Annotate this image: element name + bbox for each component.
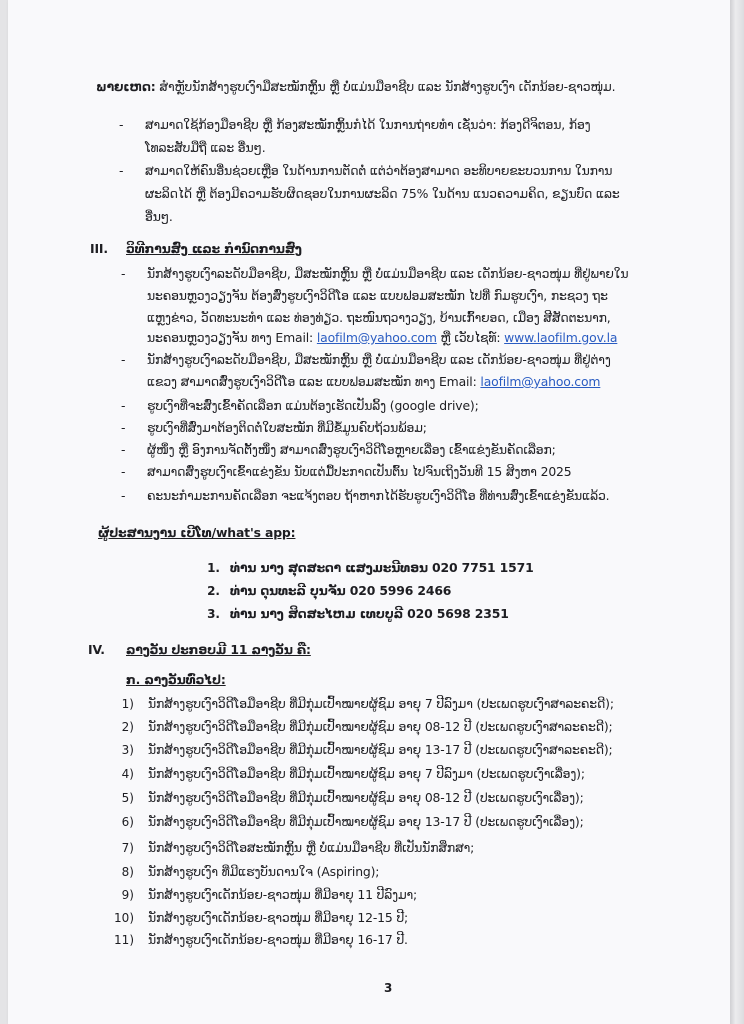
note-2-line-1: ສາມາດໃຫ້ຄົນອື່ນຊ່ວຍເຫຼືອ ໃນດ້ານການຕັດຕໍ່ ແຕ່ວ່າຕ້ອງສາມາດ ອະທິບາຍຂະບວນການ ໃນການ bbox=[145, 163, 613, 178]
bullet-dash: - bbox=[121, 352, 126, 367]
contact-number: 1. bbox=[207, 561, 220, 575]
note-1-line-1: ສາມາດໃຊ້ກ້ອງມືອາຊີບ ຫຼື ກ້ອງສະໝັກຫຼິ້ນກໍໄດ້ ໃນການຖ່າຍທຳ ເຊັ່ນວ່າ: ກ້ອງດີຈິຕອນ, ກ້ອງ bbox=[145, 117, 591, 132]
document-page bbox=[8, 0, 730, 1024]
s3-b2-line-2-text: ແຂວງ ສາມາດສົ່ງຮູບເງົາວິດີໂອ ແລະ ແບບຟອມສະໝັກ ທາງ Email: bbox=[147, 374, 481, 389]
email-link[interactable]: laofilm@yahoo.com bbox=[480, 374, 601, 389]
award-item: ນັກສ້າງຮູບເງົາວິດີໂອສະໝັກຫຼິ້ນ ຫຼື ບໍ່ແມ່ນມືອາຊີບ ທີ່ເປັນນັກສຶກສາ; bbox=[148, 840, 475, 855]
email-link[interactable]: laofilm@yahoo.com bbox=[316, 330, 437, 345]
note-2-line-3: ອື່ນໆ. bbox=[145, 209, 173, 224]
award-item: ນັກສ້າງຮູບເງົາເດັກນ້ອຍ-ຊາວໜຸ່ມ ທີ່ມີອາຍຸ 12-15 ປີ; bbox=[148, 910, 409, 925]
s3-b1-line-2: ນະຄອນຫຼວງວຽງຈັນ ຕ້ອງສົ່ງຮູບເງົາວິດີໂອ ແລະ ແບບຟອມສະໝັກ ໄປທີ່ ກົມຮູບເງົາ, ກະຊວງ ຖະ bbox=[147, 288, 608, 303]
bullet-dash: - bbox=[121, 266, 126, 281]
s3-b7: ຄະນະກຳມະການຄັດເລືອກ ຈະແຈ້ງຕອບ ຖ້າຫາກໄດ້ຮັບຮູບເງົາວິດີໂອ ທີ່ທ່ານສົ່ງເຂົ້າແຂ່ງຂັນແລ້ວ. bbox=[147, 488, 610, 503]
s3-b3: ຮູບເງົາທີ່ຈະສົ່ງເຂົ້າຄັດເລືອກ ແມ່ນຕ້ອງເຮັດເປັນລິ້ງ (google drive); bbox=[147, 398, 479, 413]
section-4-subheading: ກ. ລາງວັນທົ່ວໄປ: bbox=[126, 672, 226, 687]
section-3-heading: ວິທີການສົ່ງ ແລະ ກຳນົດການສົ່ງ bbox=[126, 241, 302, 256]
note-1-line-2: ໂທລະສັບມືຖື ແລະ ອື່ນໆ. bbox=[145, 140, 266, 155]
award-number: 8) bbox=[121, 865, 134, 879]
s3-b1-line-4-text: ນະຄອນຫຼວງວຽງຈັນ ທາງ Email: bbox=[147, 330, 317, 345]
award-number: 1) bbox=[121, 697, 134, 711]
award-number: 6) bbox=[121, 815, 134, 829]
section-4-heading: ລາງວັນ ປະກອບມີ 11 ລາງວັນ ຄື: bbox=[126, 642, 311, 657]
website-link[interactable]: www.laofilm.gov.la bbox=[504, 330, 618, 345]
contact-number: 2. bbox=[207, 584, 220, 598]
award-number: 11) bbox=[114, 933, 134, 947]
contact-heading: ຜູ້ປະສານງານ ເບີໂທ/what's app: bbox=[98, 525, 296, 540]
note-2-line-2: ຜະລິດໄດ້ ຫຼື ຕ້ອງມີຄວາມຮັບຜິດຊອບໃນການຜະລິດ 75% ໃນດ້ານ ແນວຄວາມຄິດ, ຂຽນບົດ ແລະ bbox=[145, 186, 620, 201]
intro-note bbox=[96, 79, 615, 95]
s3-b1-line-4 bbox=[147, 330, 617, 346]
award-item: ນັກສ້າງຮູບເງົາວິດີໂອມືອາຊີບ ທີ່ມີກຸ່ມເປົ້າໝາຍຜູ້ຊົມ ອາຍຸ 13-17 ປີ (ປະເພດຮູບເງົາສາລະຄະດີ); bbox=[148, 742, 613, 757]
contact-person: ທ່ານ ດຸນທະລີ ບຸນຈັນ 020 5996 2466 bbox=[230, 583, 452, 598]
award-number: 9) bbox=[121, 888, 134, 902]
s3-b5: ຜູ້ໜຶ່ງ ຫຼື ອົງການຈັດຕັ້ງໜຶ່ງ ສາມາດສົ່ງຮູບເງົາວິດີໂອຫຼາຍເລື່ອງ ເຂົ້າແຂ່ງຂັນຄັດເລືອກ; bbox=[147, 442, 556, 457]
s3-b1-line-1: ນັກສ້າງຮູບເງົາລະດັບມືອາຊີບ, ມືສະໝັກຫຼິ້ນ ຫຼື ບໍ່ແມ່ນມືອາຊີບ ແລະ ເດັກນ້ອຍ-ຊາວໜຸ່ມ ທີ່ຢູ່ພາຍໃນ bbox=[147, 266, 629, 281]
award-item: ນັກສ້າງຮູບເງົາວິດີໂອມືອາຊີບ ທີ່ມີກຸ່ມເປົ້າໝາຍຜູ້ຊົມ ອາຍຸ 7 ປີລົງມາ (ປະເພດຮູບເງົາເລື່ອງ); bbox=[148, 766, 585, 781]
bullet-dash: - bbox=[121, 420, 126, 435]
award-number: 4) bbox=[121, 767, 134, 781]
bullet-dash: - bbox=[121, 442, 126, 457]
intro-text: ສຳຫຼັບນັກສ້າງຮູບເງົາມືສະໝັກຫຼິ້ນ ຫຼື ບໍ່ແມ່ນມືອາຊີບ ແລະ ນັກສ້າງຮູບເງົາ ເດັກນ້ອຍ-ຊາວໜຸ່ມ. bbox=[155, 79, 616, 94]
award-item: ນັກສ້າງຮູບເງົາວິດີໂອມືອາຊີບ ທີ່ມີກຸ່ມເປົ້າໝາຍຜູ້ຊົມ ອາຍຸ 7 ປີລົງມາ (ປະເພດຮູບເງົາສາລະຄະດີ); bbox=[148, 696, 614, 711]
award-item: ນັກສ້າງຮູບເງົາ ທີ່ມີແຮງບັນດານໃຈ (Aspiring); bbox=[148, 864, 380, 879]
contact-number: 3. bbox=[207, 607, 220, 621]
award-number: 3) bbox=[121, 743, 134, 757]
award-item: ນັກສ້າງຮູບເງົາເດັກນ້ອຍ-ຊາວໜຸ່ມ ທີ່ມີອາຍຸ 16-17 ປີ. bbox=[148, 932, 408, 947]
contact-person: ທ່ານ ນາງ ສິດສະໄຫມ ເທບບູລີ 020 5698 2351 bbox=[230, 606, 509, 621]
section-3-numeral: III. bbox=[90, 241, 108, 256]
award-item: ນັກສ້າງຮູບເງົາເດັກນ້ອຍ-ຊາວໜຸ່ມ ທີ່ມີອາຍຸ 11 ປີລົງມາ; bbox=[148, 887, 418, 902]
section-4-numeral: IV. bbox=[88, 642, 105, 657]
bullet-dash: - bbox=[119, 163, 124, 178]
award-item: ນັກສ້າງຮູບເງົາວິດີໂອມືອາຊີບ ທີ່ມີກຸ່ມເປົ້າໝາຍຜູ້ຊົມ ອາຍຸ 08-12 ປີ (ປະເພດຮູບເງົາສາລະຄະດີ); bbox=[148, 719, 613, 734]
award-item: ນັກສ້າງຮູບເງົາວິດີໂອມືອາຊີບ ທີ່ມີກຸ່ມເປົ້າໝາຍຜູ້ຊົມ ອາຍຸ 08-12 ປີ (ປະເພດຮູບເງົາເລື່ອງ); bbox=[148, 790, 584, 805]
bullet-dash: - bbox=[119, 117, 124, 132]
award-number: 10) bbox=[114, 911, 134, 925]
s3-b2-line-2 bbox=[147, 374, 600, 390]
intro-label: ພາຍເຫດ: bbox=[96, 79, 156, 94]
contact-person: ທ່ານ ນາງ ສຸດສະດາ ແສງມະນີທອນ 020 7751 1571 bbox=[230, 560, 534, 575]
award-number: 2) bbox=[121, 720, 134, 734]
award-number: 7) bbox=[121, 841, 134, 855]
s3-b2-line-1: ນັກສ້າງຮູບເງົາລະດັບມືອາຊີບ, ມືສະໝັກຫຼິ້ນ ຫຼື ບໍ່ແມ່ນມືອາຊີບ ແລະ ເດັກນ້ອຍ-ຊາວໜຸ່ມ ທີ່ຢູ່ຕ່າງ bbox=[147, 352, 611, 367]
bullet-dash: - bbox=[121, 464, 126, 479]
bullet-dash: - bbox=[121, 488, 126, 503]
page-number: 3 bbox=[384, 981, 393, 995]
award-item: ນັກສ້າງຮູບເງົາວິດີໂອມືອາຊີບ ທີ່ມີກຸ່ມເປົ້າໝາຍຜູ້ຊົມ ອາຍຸ 13-17 ປີ (ປະເພດຮູບເງົາເລື່ອງ); bbox=[148, 814, 584, 829]
s3-b1-line-4-text-b: ຫຼື ເວັບໄຊທ໌: bbox=[436, 330, 505, 345]
s3-b6: ສາມາດສົ່ງຮູບເງົາເຂົ້າແຂ່ງຂັນ ນັບແຕ່ມື້ປະກາດເປັນຕົ້ນ ໄປຈົນເຖິງວັນທີ 15 ສິງຫາ 2025 bbox=[147, 464, 572, 479]
page-edge-shadow bbox=[730, 0, 744, 1024]
s3-b4: ຮູບເງົາທີ່ສົ່ງມາຕ້ອງຕິດຕໍ່ໃບສະໝັກ ທີ່ມີຂໍ້ມູນຄົບຖ້ວນພ້ອມ; bbox=[147, 420, 427, 435]
bullet-dash: - bbox=[121, 398, 126, 413]
award-number: 5) bbox=[121, 791, 134, 805]
s3-b1-line-3: ແຫຼງຂ່າວ, ວັດທະນະທຳ ແລະ ທ່ອງທ່ຽວ. ຖະໜົນຖວາງວຽງ, ບ້ານເກົ້າຍອດ, ເມືອງ ສີສັດຕະນາກ, bbox=[147, 310, 611, 325]
